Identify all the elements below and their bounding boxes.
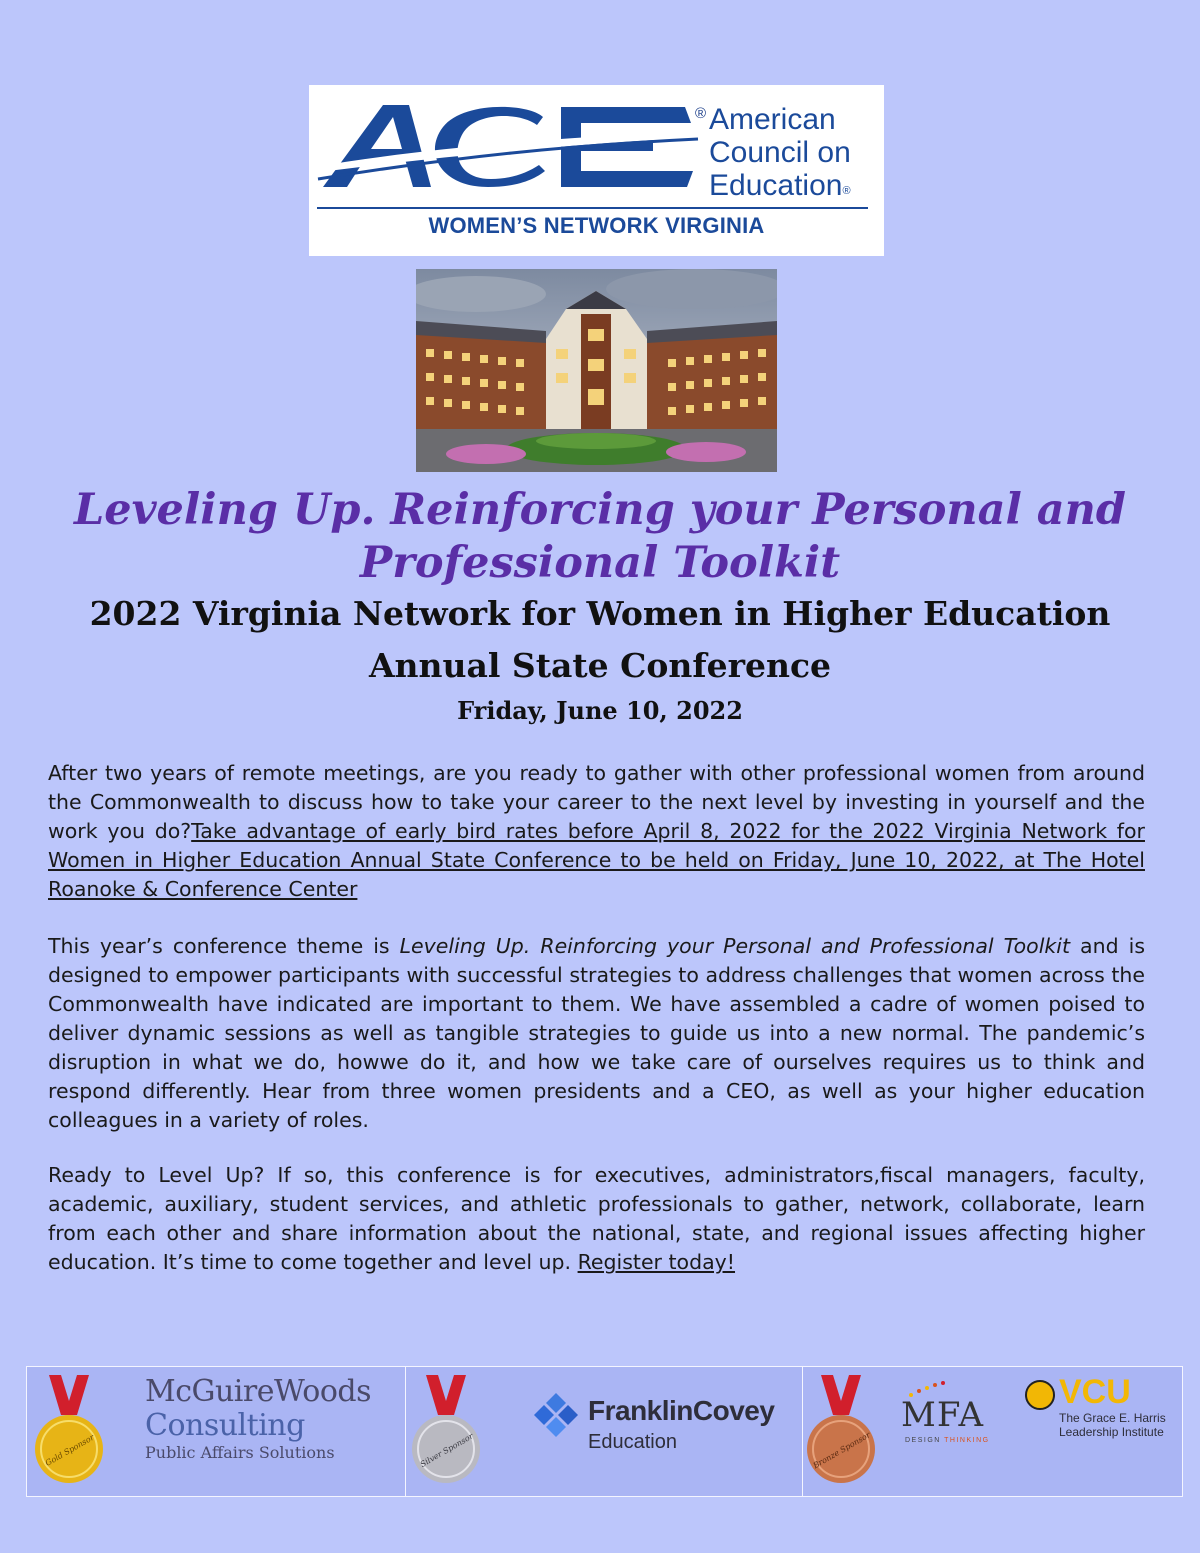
logo-divider: [317, 207, 868, 209]
org-line-1: American: [709, 103, 836, 136]
vcu-institute-line-2: Leadership Institute: [1059, 1425, 1164, 1439]
mcguirewoods-name: McGuireWoods: [145, 1374, 372, 1409]
theme-italic: Leveling Up. Reinforcing your Personal and Professional Toolkit: [399, 934, 1071, 958]
network-name: WOMEN’S NETWORK VIRGINIA: [428, 213, 765, 238]
org-line-2: Council on: [709, 136, 851, 169]
vcu-institute-line-1: The Grace E. Harris: [1059, 1411, 1166, 1425]
silver-medal-label: Silver Sponsor: [418, 1431, 475, 1470]
mcguirewoods-logo: [145, 1375, 371, 1463]
vcu-institute: [1059, 1411, 1166, 1439]
mfa-sub-b: THINKING: [944, 1437, 990, 1444]
gold-medal-icon: [31, 1375, 107, 1489]
mfa-letters: MFA: [901, 1395, 985, 1435]
paragraph-intro: [48, 759, 1145, 904]
silver-sponsor-panel: [405, 1367, 802, 1496]
ace-wordmark: [313, 87, 703, 205]
vcu-seal-icon: [1025, 1380, 1055, 1410]
mfa-logo: [901, 1379, 1013, 1449]
gold-sponsor-panel: [27, 1367, 405, 1496]
theme-title-line-2: Professional Toolkit: [359, 538, 841, 588]
theme-rest: and is designed to empower participants with successful strategies to address challenges that women across the Commonwealth have indicated are important to them. We have assembled a cadre of women poised to deliver dynamic sessions as well as tangible strategies to guide us into a new normal. The pandemic’s disruption in what we do, howwe do it, and how we take care of ourselves requires us to think and respond differently. Hear from three women presidents and a CEO, as well as your higher education colleagues in a variety of roles.: [48, 934, 1146, 1132]
conference-title: [40, 588, 1160, 692]
org-line-3-text: Education: [709, 169, 843, 202]
paragraph-call-to-action: [48, 1161, 1145, 1277]
silver-medal-icon: [408, 1375, 484, 1489]
bronze-medal-label: Bronze Sponsor: [811, 1430, 872, 1471]
mcguirewoods-tagline: Public Affairs Solutions: [145, 1443, 335, 1462]
bronze-sponsor-panel: [802, 1367, 1183, 1496]
theme-title: [40, 484, 1160, 590]
franklincovey-icon: [532, 1391, 580, 1439]
theme-lead: This year’s conference theme is: [48, 934, 400, 958]
gold-medal-label: Gold Sponsor: [43, 1432, 96, 1468]
paragraph-theme: [48, 932, 1145, 1135]
registered-mark: ®: [695, 105, 707, 122]
franklincovey-education: Education: [588, 1431, 677, 1453]
cta-text: Ready to Level Up? If so, this conference is for executives, administrators,fiscal managers, faculty, academic, auxiliary, student services, and athletic professionals to gather, network, collaborate, learn from each other and share information about the national, state, and regional issues affecting higher education. It’s time to come together and level up.: [48, 1163, 1145, 1274]
bronze-medal-icon: [803, 1375, 879, 1489]
register-link[interactable]: Register today!: [577, 1250, 736, 1274]
mfa-sub-a: DESIGN: [905, 1437, 945, 1444]
conference-title-line-2: Annual State Conference: [368, 646, 832, 685]
conference-title-line-1: 2022 Virginia Network for Women in Higher Education: [89, 594, 1111, 633]
conference-date: Friday, June 10, 2022: [457, 696, 743, 725]
mcguirewoods-consulting: Consulting: [145, 1408, 305, 1443]
ace-logo: [309, 85, 884, 256]
franklincovey-name: FranklinCovey: [588, 1395, 775, 1426]
early-bird-link[interactable]: Take advantage of early bird rates before April 8, 2022 for the 2022 Virginia Network for Women in Higher Education Annual State Conference to be held on Friday, June 10, 2022, at The Hotel Roanoke & Conference Center: [48, 819, 1145, 901]
ace-org-name: [709, 103, 851, 202]
org-line-3: [709, 169, 851, 202]
vcu-wordmark: VCU: [1059, 1373, 1131, 1411]
theme-title-line-1: Leveling Up. Reinforcing your Personal and: [73, 485, 1126, 535]
sponsor-strip: [26, 1366, 1183, 1497]
mfa-subtitle: [905, 1437, 990, 1444]
intro-text: After two years of remote meetings, are you ready to gather with other professional women from around the Commonwealth to discuss how to take your career to the next level by investing in yourself and the work you do?: [48, 761, 1145, 843]
hotel-roanoke-photo: [416, 269, 777, 472]
registered-mark-2: ®: [842, 185, 851, 197]
